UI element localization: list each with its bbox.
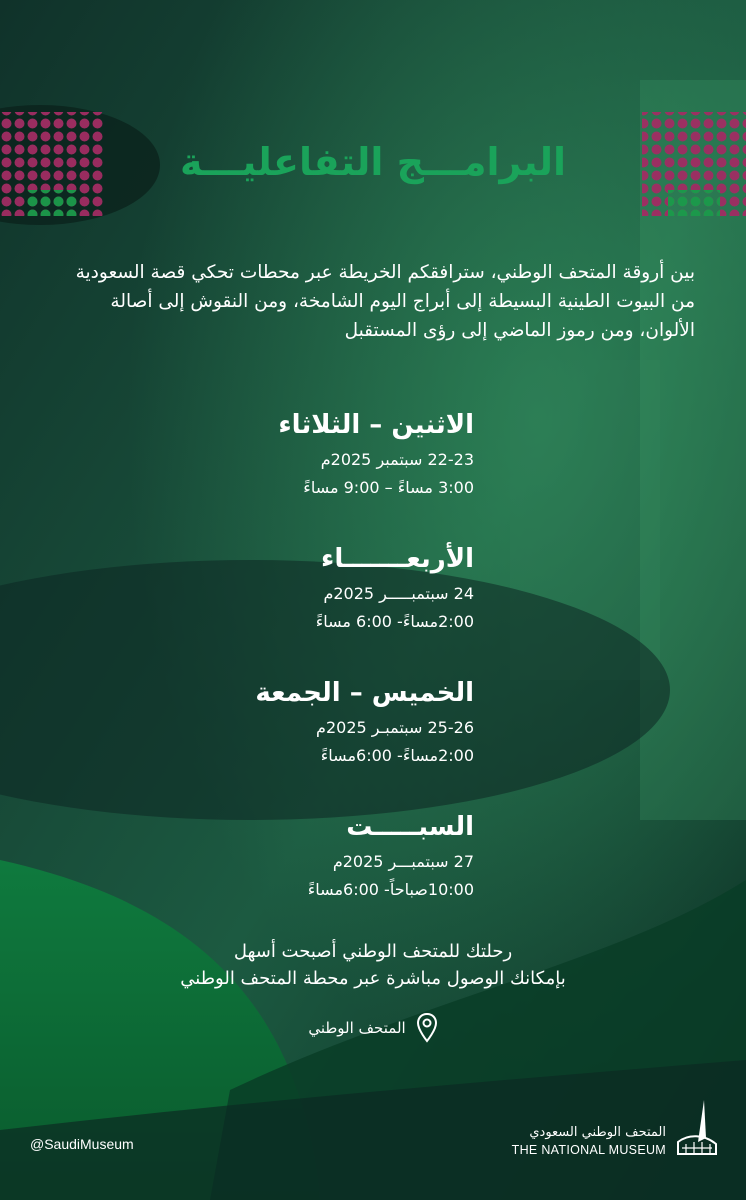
session-weekday-1 (278, 408, 474, 502)
session-date: 25-26 سبتمبـر 2025م (316, 718, 474, 737)
session-date: 24 سبتمبـــــر 2025م (323, 584, 474, 603)
intro-paragraph: بين أروقة المتحف الوطني، سترافقكم الخريطة عبر محطات تحكي قصة السعودية من البيوت الطينية البسيطة إلى أبراج اليوم الشامخة، ومن النقوش إلى أصالة الألوان، ومن رموز الماضي إلى رؤى المستقبل (75, 262, 695, 341)
travel-line-1: رحلتك للمتحف الوطني أصبحت أسهل (233, 941, 513, 962)
session-wednesday (316, 542, 474, 636)
brand-arabic: المتحف الوطني السعودي (529, 1125, 666, 1140)
travel-note (0, 938, 746, 992)
session-time: 3:00 مساءً – 9:00 مساءً (303, 478, 474, 497)
session-day: الأربعـــــــاء (321, 544, 474, 574)
museum-brand (512, 1098, 718, 1158)
session-saturday (308, 810, 474, 904)
brand-english: THE NATIONAL MUSEUM (511, 1143, 666, 1157)
session-date: 22-23 سبتمبر 2025م (320, 450, 474, 469)
travel-line-2: بإمكانك الوصول مباشرة عبر محطة المتحف الوطني (180, 968, 566, 989)
session-day: الاثنين – الثلاثاء (278, 410, 474, 440)
session-day: السبـــــت (346, 812, 474, 842)
page-title: البرامـــج التفاعليـــة (180, 140, 566, 184)
museum-logo-icon (674, 1098, 718, 1158)
session-time: 2:00مساءً- 6:00 مساءً (315, 612, 474, 631)
session-date: 27 سبتمبـــر 2025م (332, 852, 474, 871)
location-label: المتحف الوطني (308, 1019, 406, 1037)
location-pin-icon (416, 1012, 438, 1044)
session-time: 10:00صباحاً- 6:00مساءً (307, 880, 474, 899)
location-link[interactable] (0, 1012, 746, 1044)
session-time: 2:00مساءً- 6:00مساءً (320, 746, 474, 765)
social-handle[interactable]: @SaudiMuseum (30, 1136, 134, 1152)
session-day: الخميس – الجمعة (255, 678, 474, 708)
session-thursday-friday (255, 676, 474, 770)
